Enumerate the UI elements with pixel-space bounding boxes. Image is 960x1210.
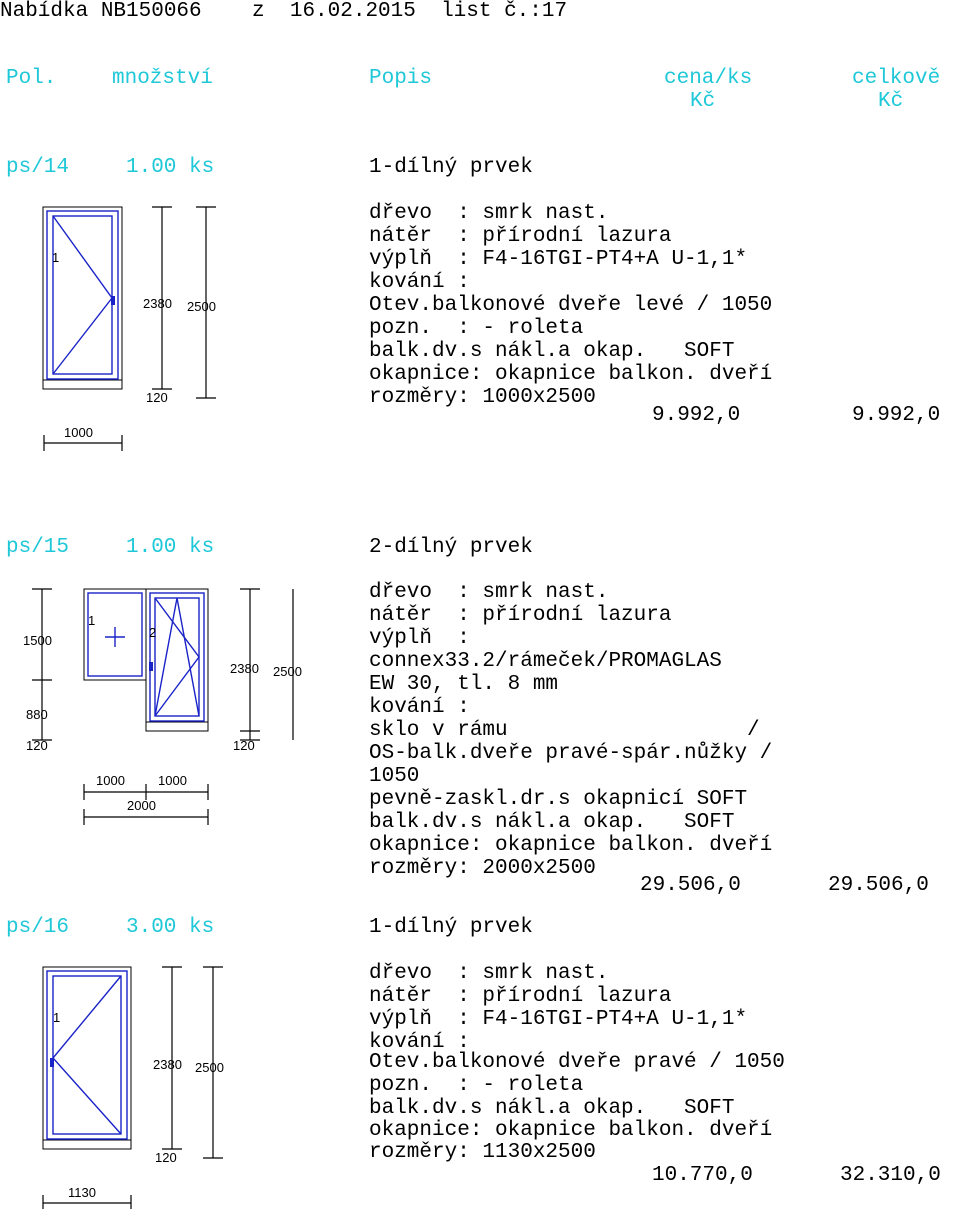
item-desc-line: balk.dv.s nákl.a okap. SOFT <box>369 1097 735 1120</box>
dim-label: 1000 <box>64 425 93 440</box>
panel-label: 2 <box>149 625 157 640</box>
col-pol: Pol. <box>6 67 57 90</box>
item-desc-line: kování : <box>369 696 470 719</box>
item-desc-line: pozn. : - roleta <box>369 1074 584 1097</box>
item-desc-line: výplň : F4-16TGI-PT4+A U-1,1* <box>369 1008 748 1031</box>
item-desc-line: EW 30, tl. 8 mm <box>369 673 559 696</box>
col-popis: Popis <box>369 67 433 90</box>
item-desc-line: Otev.balkonové dveře levé / 1050 <box>369 294 773 317</box>
item-desc-line: pevně-zaskl.dr.s okapnicí SOFT <box>369 788 748 811</box>
dim-label: 2500 <box>273 664 302 679</box>
item-unit-price: 29.506,0 <box>640 874 741 897</box>
col-celkove: celkově <box>852 67 941 90</box>
dim-label: 880 <box>26 707 48 722</box>
col-celkove-unit: Kč <box>878 90 904 113</box>
dim-label: 2380 <box>153 1057 182 1072</box>
item-desc-line: rozměry: 1000x2500 <box>369 386 596 409</box>
item-desc-line: balk.dv.s nákl.a okap. SOFT <box>369 340 735 363</box>
dimension-lines <box>43 967 223 1209</box>
item-desc-line: okapnice: okapnice balkon. dveří <box>369 834 773 857</box>
item-desc-line: 1050 <box>369 765 420 788</box>
item-position: ps/15 <box>6 536 70 559</box>
dim-label: 1500 <box>23 633 52 648</box>
item-desc-line: balk.dv.s nákl.a okap. SOFT <box>369 811 735 834</box>
door-drawing-ps16 <box>0 0 360 1210</box>
item-desc-line: pozn. : - roleta <box>369 317 584 340</box>
item-desc-line: connex33.2/rámeček/PROMAGLAS <box>369 650 722 673</box>
item-quantity: 1.00 ks <box>126 536 215 559</box>
item-quantity: 3.00 ks <box>126 916 215 939</box>
panel-label: 1 <box>53 1010 61 1025</box>
col-mnozstvi: množství <box>112 67 213 90</box>
door-leaf <box>47 971 127 1139</box>
dim-label: 120 <box>146 390 168 405</box>
item-type: 1-dílný prvek <box>369 916 533 939</box>
dim-label: 2500 <box>195 1060 224 1075</box>
dim-label: 2500 <box>187 299 216 314</box>
dim-label: 120 <box>233 738 255 753</box>
col-cena-unit: Kč <box>690 90 716 113</box>
item-unit-price: 9.992,0 <box>652 404 741 427</box>
dim-label: 2000 <box>127 798 156 813</box>
dim-label: 1000 <box>96 773 125 788</box>
dim-label: 2380 <box>143 296 172 311</box>
item-desc-line: kování : <box>369 271 470 294</box>
col-cena: cena/ks <box>664 67 753 90</box>
dim-label: 2380 <box>230 661 259 676</box>
dim-label: 120 <box>26 738 48 753</box>
item-desc-line: rozměry: 2000x2500 <box>369 857 596 880</box>
item-desc-line: dřevo : smrk nast. <box>369 581 609 604</box>
item-total: 9.992,0 <box>852 404 941 427</box>
item-desc-line: OS-balk.dveře pravé-spár.nůžky / <box>369 742 773 765</box>
panel-label: 1 <box>88 613 96 628</box>
item-quantity: 1.00 ks <box>126 156 215 179</box>
item-desc-line: dřevo : smrk nast. <box>369 202 609 225</box>
item-total: 32.310,0 <box>840 1164 941 1187</box>
item-position: ps/14 <box>6 156 70 179</box>
door-frame <box>43 967 131 1149</box>
item-desc-line: okapnice: okapnice balkon. dveří <box>369 363 773 386</box>
item-desc-line: Otev.balkonové dveře pravé / 1050 <box>369 1051 785 1074</box>
item-desc-line: sklo v rámu / <box>369 719 760 742</box>
item-type: 2-dílný prvek <box>369 536 533 559</box>
item-desc-line: kování : <box>369 1031 470 1054</box>
panel-label: 1 <box>52 250 60 265</box>
item-desc-line: nátěr : přírodní lazura <box>369 604 672 627</box>
document-title: Nabídka NB150066 z 16.02.2015 list č.:17 <box>0 0 568 23</box>
handle-icon <box>50 1058 54 1067</box>
item-desc-line: dřevo : smrk nast. <box>369 962 609 985</box>
item-desc-line: výplň : F4-16TGI-PT4+A U-1,1* <box>369 248 748 271</box>
item-type: 1-dílný prvek <box>369 156 533 179</box>
item-position: ps/16 <box>6 916 70 939</box>
item-desc-line: nátěr : přírodní lazura <box>369 985 672 1008</box>
dim-label: 120 <box>155 1150 177 1165</box>
item-total: 29.506,0 <box>828 874 929 897</box>
item-desc-line: nátěr : přírodní lazura <box>369 225 672 248</box>
item-unit-price: 10.770,0 <box>652 1164 753 1187</box>
item-desc-line: rozměry: 1130x2500 <box>369 1141 596 1164</box>
dim-label: 1130 <box>68 1185 96 1200</box>
item-desc-line: výplň : <box>369 627 470 650</box>
dim-label: 1000 <box>158 773 187 788</box>
item-desc-line: okapnice: okapnice balkon. dveří <box>369 1119 773 1142</box>
